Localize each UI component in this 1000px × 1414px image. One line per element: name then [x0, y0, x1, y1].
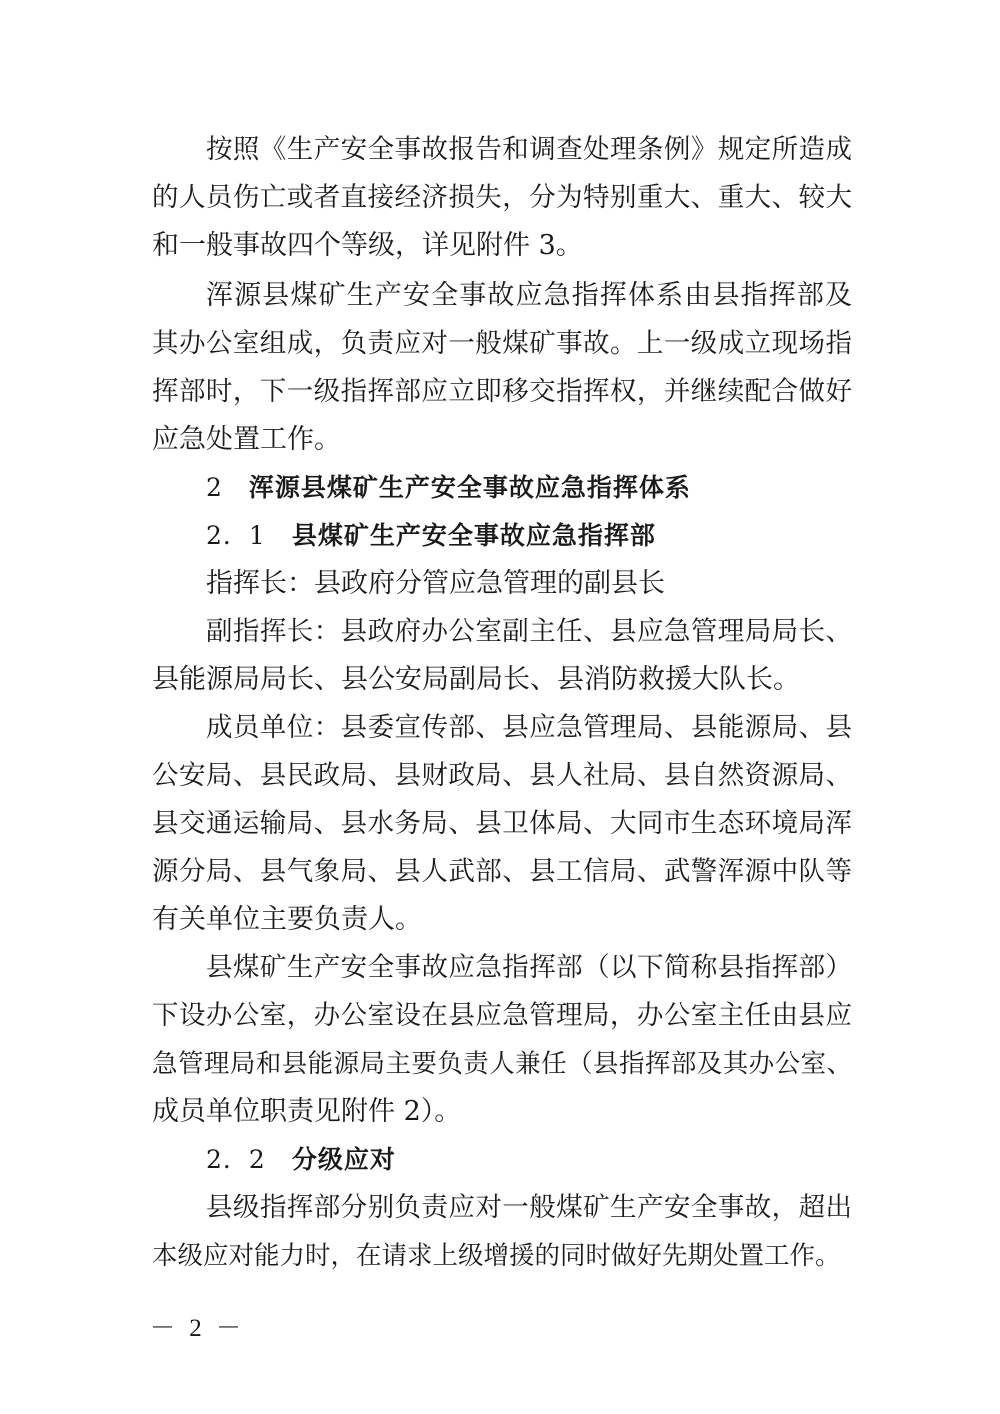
section-number: 2．2	[206, 1145, 266, 1174]
section-heading-2-1	[206, 518, 852, 554]
member-units-line-5: 有关单位主要负责人。	[152, 904, 422, 935]
section-title: 县煤矿生产安全事故应急指挥部	[291, 521, 656, 550]
section-heading-2-2	[206, 1142, 852, 1178]
member-units-line-1: 成员单位：县委宣传部、县应急管理局、县能源局、县	[206, 712, 852, 743]
member-units-line-4: 源分局、县气象局、县人武部、县工信局、武警浑源中队等	[152, 856, 852, 887]
paragraph-2-line-1: 浑源县煤矿生产安全事故应急指挥体系由县指挥部及	[206, 280, 852, 311]
member-units-line-3: 县交通运输局、县水务局、县卫体局、大同市生态环境局浑	[152, 808, 852, 839]
paragraph-1-line-3: 和一般事故四个等级，详见附件 3。	[152, 230, 583, 261]
paragraph-1-line-2: 的人员伤亡或者直接经济损失，分为特别重大、重大、较大	[152, 182, 852, 213]
section-number: 2．1	[206, 521, 266, 550]
section-title: 分级应对	[291, 1145, 396, 1174]
deputy-commander-line-1: 副指挥长：县政府办公室副主任、县应急管理局局长、	[206, 616, 852, 647]
office-line-4: 成员单位职责见附件 2）。	[152, 1096, 462, 1127]
section-number: 2	[206, 473, 223, 502]
tiered-response-line-1: 县级指挥部分别负责应对一般煤矿生产安全事故，超出	[206, 1192, 852, 1223]
paragraph-2-line-3: 挥部时，下一级指挥部应立即移交指挥权，并继续配合做好	[152, 376, 852, 407]
section-heading-2	[206, 470, 852, 506]
office-line-2: 下设办公室，办公室设在县应急管理局，办公室主任由县应	[152, 1000, 852, 1031]
commander-line: 指挥长：县政府分管应急管理的副县长	[206, 568, 665, 599]
paragraph-2-line-4: 应急处置工作。	[152, 424, 341, 455]
deputy-commander-line-2: 县能源局局长、县公安局副局长、县消防救援大队长。	[152, 664, 800, 695]
section-title: 浑源县煤矿生产安全事故应急指挥体系	[248, 473, 691, 502]
tiered-response-line-2: 本级应对能力时，在请求上级增援的同时做好先期处置工作。	[152, 1241, 841, 1271]
office-line-1: 县煤矿生产安全事故应急指挥部（以下简称县指挥部）	[206, 952, 852, 983]
paragraph-1-line-1: 按照《生产安全事故报告和调查处理条例》规定所造成	[206, 134, 852, 165]
office-line-3: 急管理局和县能源局主要负责人兼任（县指挥部及其办公室、	[152, 1049, 852, 1079]
page-number: － 2 －	[150, 1315, 246, 1342]
member-units-line-2: 公安局、县民政局、县财政局、县人社局、县自然资源局、	[152, 760, 852, 791]
paragraph-2-line-2: 其办公室组成，负责应对一般煤矿事故。上一级成立现场指	[152, 328, 852, 359]
